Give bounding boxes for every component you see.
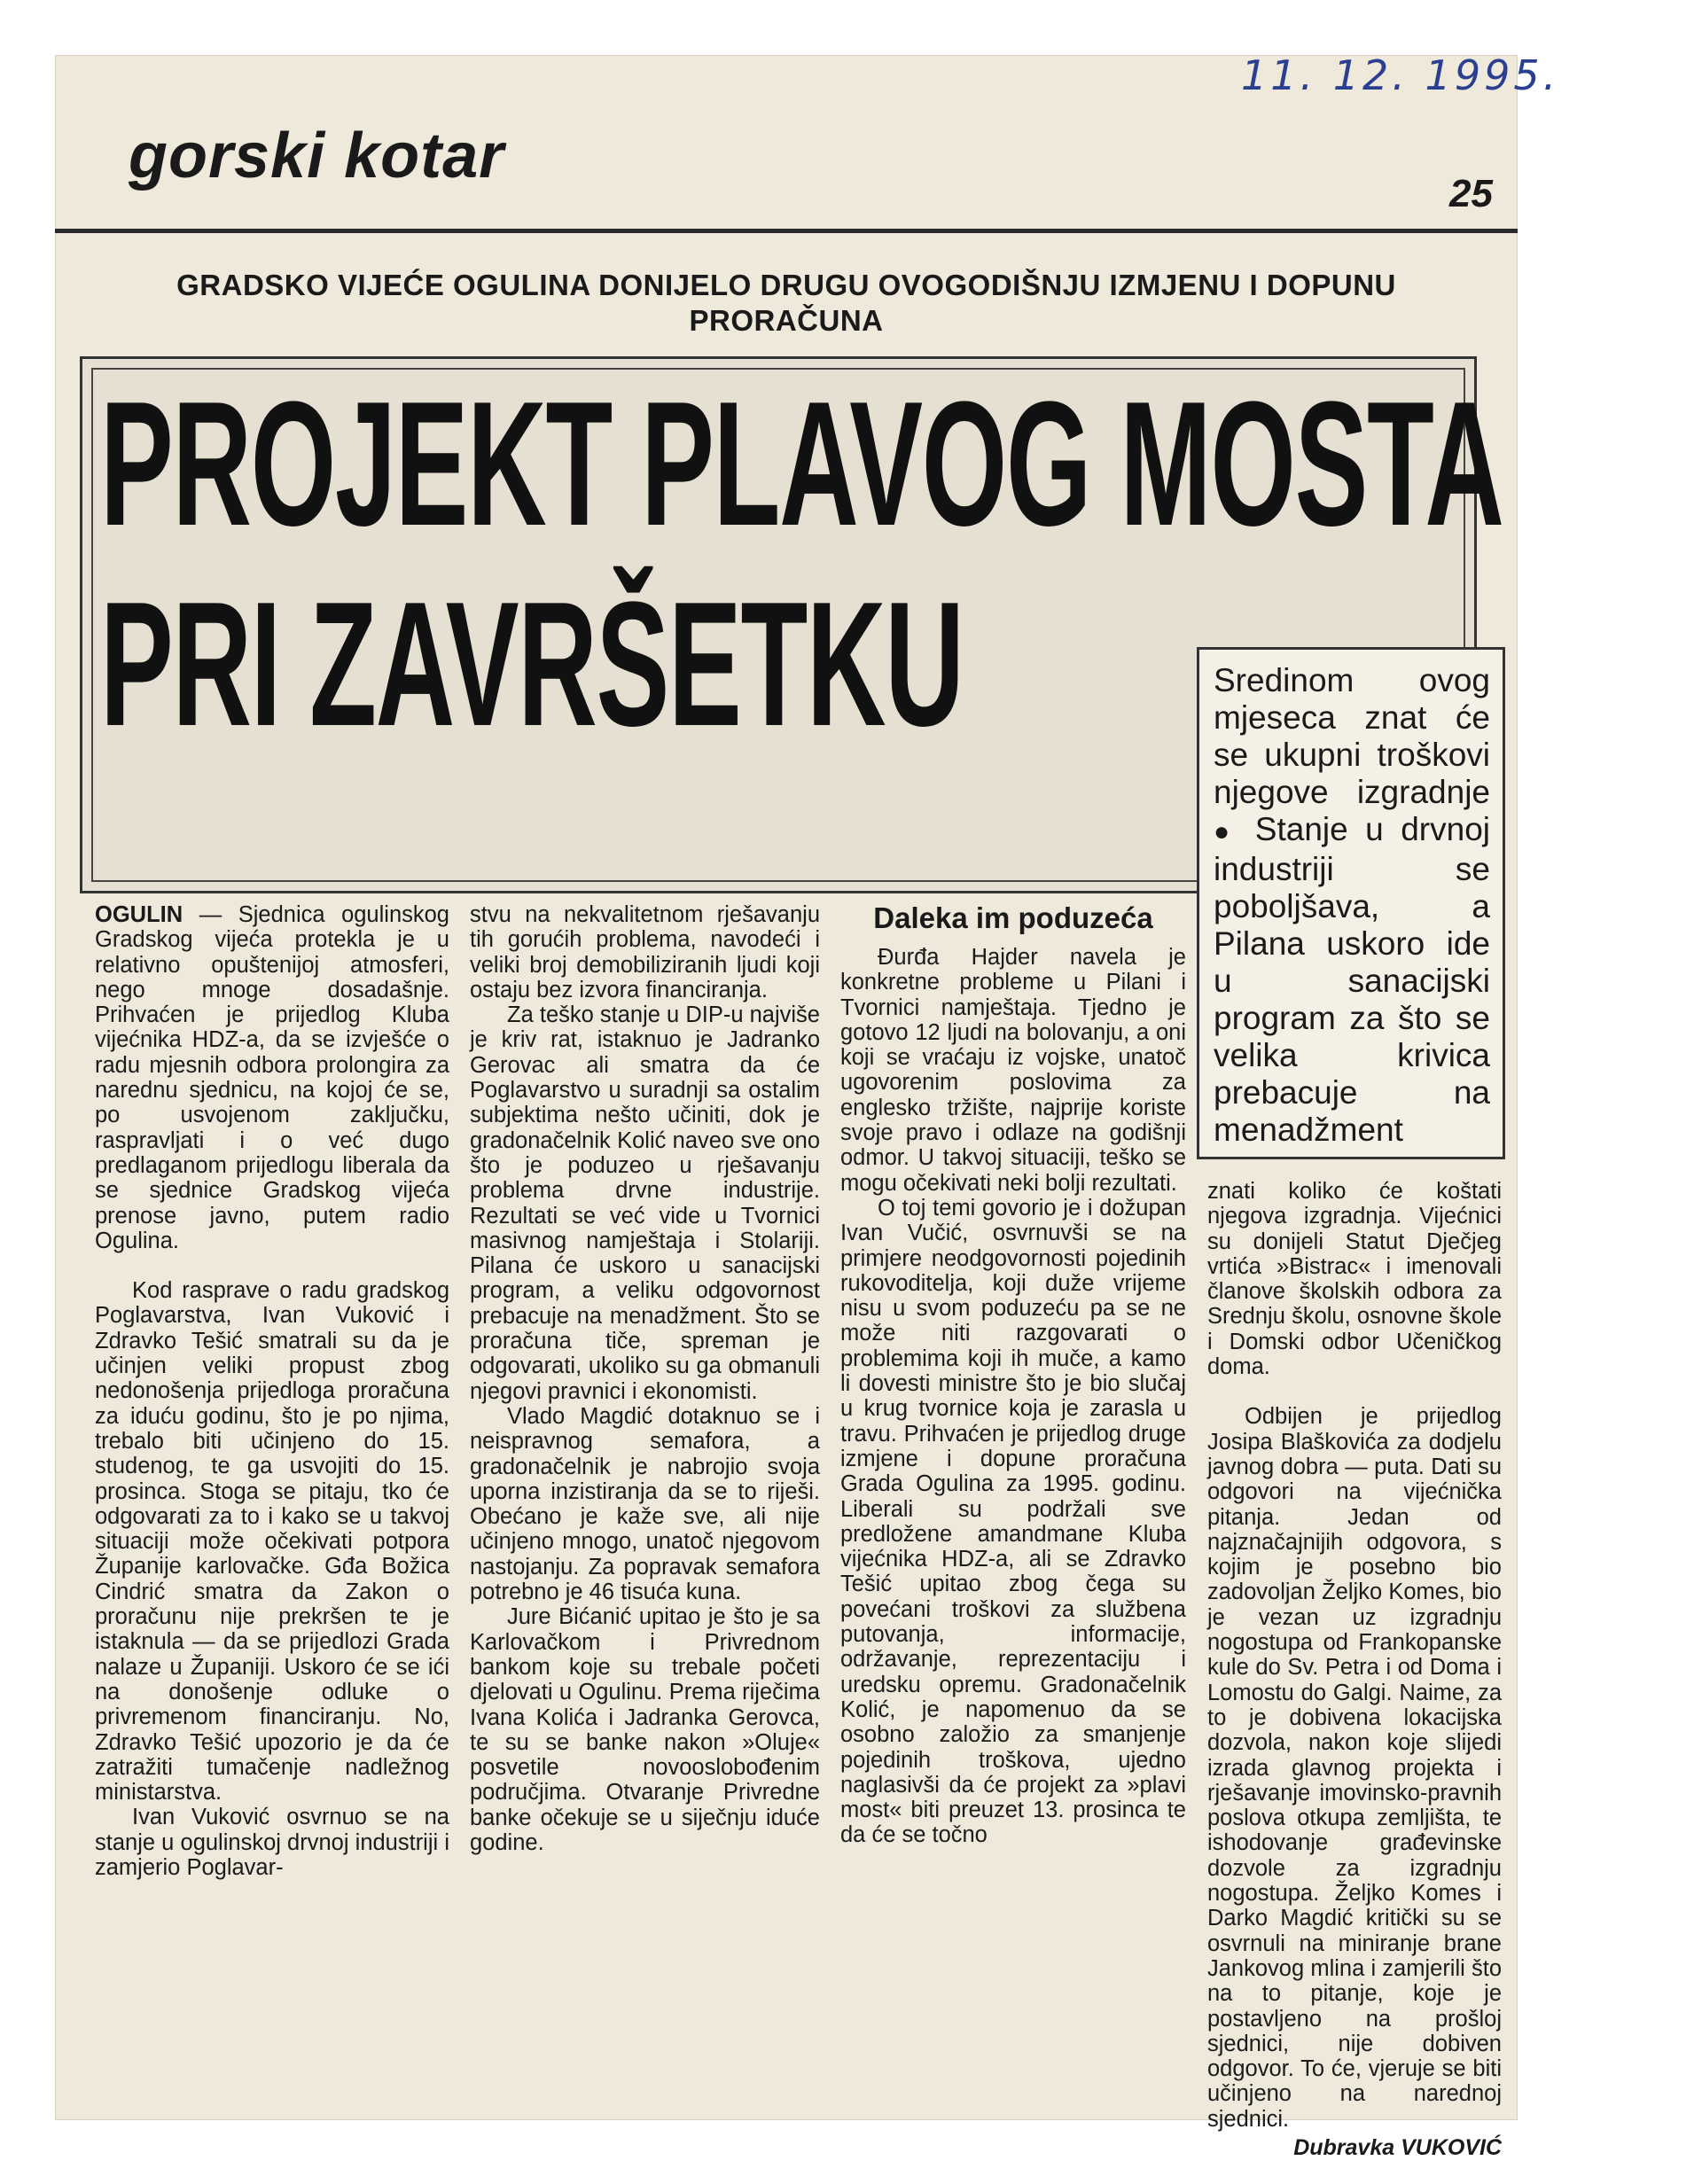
headline-line-2: PRI ZAVRŠETKU: [100, 566, 964, 763]
paragraph: Odbijen je prijedlog Josipa Blaškovića za dodjelu javnog dobra — puta. Dati su odgovori na vijećnička pitanja. Jedan od najznačajnijih odgovora, s kojim je posebno bio zadovoljan Željko Komes, bio je vezan uz izgradnju nogostupa od Frankopanske kule do Sv. Petra i od Doma i Lomostu do Galgi. Naime, za to je dobivena lokacijska dozvola, nakon koje slijedi izrada glavnog projekta i rješavanje imovinsko-pravnih poslova otkupa zemljišta, te ishodovanje građevinske dozvole za izgradnju nogostupa. Željko Komes i Darko Magdić kritički su se osvrnuli na miniranje brane Jankovog mlina i zamjerili što na to pitanje, koje je postavljeno na prošloj sjednici, nije dobiven odgovor. To će, vjeruje se biti učinjeno na narednoj sjednici.: [1207, 1404, 1502, 2132]
newspaper-clipping: [55, 55, 1518, 2160]
paragraph: Ivan Vuković osvrnuo se na stanje u ogulinskoj drvnoj industriji i zamjerio Poglavar-: [95, 1805, 449, 1880]
handwritten-date: 11. 12. 1995.: [1241, 51, 1560, 99]
article-column-4: [1207, 1179, 1502, 2160]
paragraph: znati koliko će koštati njegova izgradnja. Vijećnici su donijeli Statut Dječjeg vrtića »Bistrac« i imenovali članove školskih odbora za Srednju školu, osnovne škole i Domski odbor Učeničkog doma.: [1207, 1179, 1502, 1380]
summary-text-2: Stanje u drvnoj industriji se poboljšava, a Pilana uskoro ide u sanacijski program za što se velika krivica prebacuje na menadžment: [1214, 811, 1491, 1148]
bullet-icon: ●: [1214, 817, 1238, 846]
article-column-3: [840, 902, 1186, 1848]
paragraph: Đurđa Hajder navela je konkretne probleme u Pilani i Tvornici namještaja. Tjedno je gotovo 12 ljudi na bolovanju, a oni koji se vraćaju iz vojske, unatoč ugovorenim poslovima za englesko tržište, najprije koriste svoje pravo i odlaze na godišnji odmor. U takvoj situaciji, teško se mogu očekivati neki bolji rezultati.: [840, 945, 1186, 1196]
page-number: 25: [1449, 172, 1493, 215]
paragraph: [95, 902, 449, 1253]
subheading: Daleka im poduzeća: [873, 901, 1153, 934]
paragraph: Za teško stanje u DIP-u najviše je kriv rat, istaknuo je Jadranko Gerovac ali smatra da će Poglavarstvo u suradnji sa ostalim subjektima nešto učiniti, dok je gradonačelnik Kolić naveo sve ono što je poduzeo u rješavanju problema drvne industrije. Rezultati se već vide u Tvornici masivnog namještaja i Stolariji. Pilana će uskoro u sanacijski program, a veliku odgovornost prebacuje na menadžment. Što se proračuna tiče, spreman je odgovarati, ukoliko su ga obmanuli njegovi pravnici i ekonomisti.: [470, 1002, 820, 1404]
article-column-1: [95, 902, 449, 1880]
paragraph: O toj temi govorio je i dožupan Ivan Vučić, osvrnuvši se na primjere neodgovornosti pojedinih rukovoditelja, koji duže vrijeme nisu u svom poduzeću pa se ne može niti razgovarati o problemima koji ih muče, a kamo li dovesti ministre što je bio slučaj u krug tvornice koja je zarasla u travu. Prihvaćen je prijedlog druge izmjene i dopune proračuna Grada Ogulina za 1995. godinu. Liberali su podržali sve predložene amandmane Kluba vijećnika HDZ-a, ali se Zdravko Tešić upitao zbog čega su povećani troškovi za službena putovanja, informacije, održavanje, reprezentaciju i uredsku opremu. Gradonačelnik Kolić, je napomenuo da se osobno založio za smanjenje pojedinih troškova, ujedno naglasivši da će projekt za »plavi most« biti preuzet 13. prosinca te da će se točno: [840, 1195, 1186, 1848]
headline-line-1: PROJEKT PLAVOG MOSTA: [100, 365, 1503, 563]
author-byline: Dubravka VUKOVIĆ: [1293, 2134, 1502, 2160]
paragraph: Jure Bićanić upitao je što je sa Karlovačkom i Privrednom bankom koje su trebale početi djelovati u Ogulinu. Prema riječima Ivana Kolića i Jadranka Gerovca, te su se banke nakon »Oluje« posvetile novooslobođenim područjima. Otvaranje Privredne banke očekuje se u siječnju iduće godine.: [470, 1604, 820, 1855]
summary-box: [1197, 647, 1505, 1159]
masthead-rule: [55, 229, 1518, 233]
dateline: OGULIN: [95, 902, 183, 927]
summary-text-1: Sredinom ovog mjeseca znat će se ukupni troškovi njegove izgradnje: [1214, 662, 1490, 810]
paragraph-text: — Sjednica ogulinskog Gradskog vijeća protekla je u relativno opuštenijoj atmosferi, nego mnoge dosadašnje. Prihvaćen je prijedlog Kluba vijećnika HDZ-a, da se izvješće o radu mjesnih odbora prolongira za narednu sjednicu, na kojoj će se, po usvojenom zaključku, raspravljati i o već dugo predlaganom prijedlogu liberala da se sjednice Gradskog vijeća prenose javno, putem radio Ogulina.: [95, 902, 449, 1253]
kicker-headline: GRADSKO VIJEĆE OGULINA DONIJELO DRUGU OVOGODIŠNJU IZMJENU I DOPUNU PRORAČUNA: [176, 269, 1396, 337]
article-column-2: [470, 902, 820, 1855]
paragraph: Vlado Magdić dotaknuo se i neispravnog semafora, a gradonačelnik je nabrojio svoja uporna inzistiranja da se to riješi. Obećano je kaže sve, ali nije učinjeno mnogo, unatoč njegovom nastojanju. Za popravak semafora potrebno je 46 tisuća kuna.: [470, 1403, 820, 1605]
paragraph: Kod rasprave o radu gradskog Poglavarstva, Ivan Vuković i Zdravko Tešić smatrali su da je učinjen veliki propust zbog nedonošenja prijedloga proračuna za iduću godinu, što je po njima, trebalo biti učinjeno do 15. studenog, te ga usvojiti do 15. prosinca. Stoga se pitaju, tko će odgovarati za to i kako se u takvoj situaciji može očekivati potpora Županije karlovačke. Gđa Božica Cindrić smatra da Zakon o proračunu nije prekršen te je istaknula — da se prijedlozi Grada nalaze u Županiji. Uskoro će se ići na donošenje odluke o privremenom financiranju. No, Zdravko Tešić upozorio je da će zatražiti tumačenje nadležnog ministarstva.: [95, 1278, 449, 1806]
section-title: gorski kotar: [129, 121, 505, 191]
paragraph: stvu na nekvalitetnom rješavanju tih gorućih problema, navodeći i veliki broj demobiliziranih ljudi koji ostaju bez izvora financiranja.: [470, 902, 820, 1002]
